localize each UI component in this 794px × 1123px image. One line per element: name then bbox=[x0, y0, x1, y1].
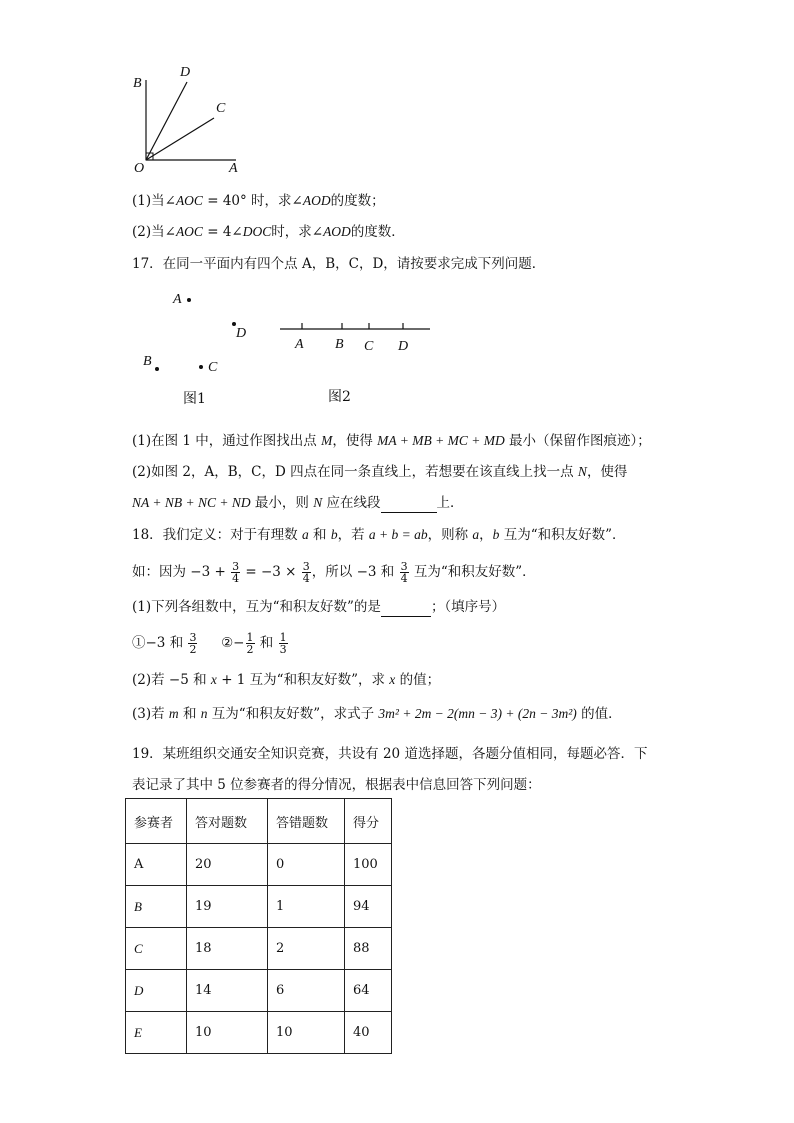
fig1-point-C bbox=[199, 365, 203, 369]
table-row bbox=[126, 970, 392, 1012]
table-cell: B bbox=[126, 886, 187, 928]
table-cell: A bbox=[126, 844, 187, 886]
fig1-point-A bbox=[187, 298, 191, 302]
answer-blank-segment[interactable] bbox=[381, 498, 437, 513]
fig2-line-svg bbox=[278, 320, 433, 334]
label-D: D bbox=[180, 65, 191, 80]
table-cell: 64 bbox=[345, 970, 392, 1012]
table-row bbox=[126, 844, 392, 886]
q19-stem-line1: 19．某班组织交通安全知识竞赛，共设有 20 道选择题，各题分值相同，每题必答．下 bbox=[132, 746, 648, 762]
fig1-label-D: D bbox=[236, 326, 247, 341]
table-row bbox=[126, 1012, 392, 1054]
table-cell: E bbox=[126, 1012, 187, 1054]
q16-part2: (2)当∠AOC = 4∠DOC时，求∠AOD的度数． bbox=[132, 224, 405, 240]
fraction: $\frac{3}{4}$ bbox=[302, 560, 310, 585]
fraction: $\frac{3}{4}$ bbox=[232, 560, 240, 585]
fig2-caption: 图2 bbox=[328, 389, 351, 405]
q17-part1: (1)在图 1 中，通过作图找出点 M，使得 MA + MB + MC + MD 最小（保留作图痕迹）； bbox=[132, 433, 651, 449]
table-row bbox=[126, 886, 392, 928]
fig1-label-B: B bbox=[143, 354, 152, 369]
q18-example: 如：因为 −3 + $\frac{3}{4}$ = −3 × $\frac{3}{4}$ ，所以 −3 和 $\frac{3}{4}$ 互为“和积友好数”． bbox=[132, 560, 536, 585]
q17-stem: 17．在同一平面内有四个点 A，B，C，D，请按要求完成下列问题． bbox=[132, 256, 546, 272]
table-row bbox=[126, 928, 392, 970]
fig1-label-A: A bbox=[173, 292, 182, 307]
table-cell: 18 bbox=[187, 928, 268, 970]
fraction: $\frac{1}{3}$ bbox=[279, 631, 287, 656]
table-cell: 6 bbox=[268, 970, 345, 1012]
table-cell: C bbox=[126, 928, 187, 970]
fraction: $\frac{3}{2}$ bbox=[189, 631, 197, 656]
table-cell: 1 bbox=[268, 886, 345, 928]
table-cell: 40 bbox=[345, 1012, 392, 1054]
table-header: 参赛者 bbox=[126, 799, 187, 844]
table-cell: 2 bbox=[268, 928, 345, 970]
score-table bbox=[125, 798, 392, 1054]
fig1-point-B bbox=[155, 367, 159, 371]
q18-part2: (2)若 −5 和 x + 1 互为“和积友好数”，求 x 的值； bbox=[132, 672, 441, 688]
fig2-label-C: C bbox=[364, 339, 374, 354]
table-cell: 94 bbox=[345, 886, 392, 928]
fig2-label-A: A bbox=[295, 337, 304, 352]
fig1-caption: 图1 bbox=[183, 391, 206, 407]
answer-blank-options[interactable] bbox=[381, 602, 431, 617]
q16-part1: (1)当∠AOC = 40° 时，求∠AOD的度数； bbox=[132, 193, 385, 209]
fraction: $\frac{1}{2}$ bbox=[246, 631, 254, 656]
q17-part2-line2: NA + NB + NC + ND 最小，则 N 应在线段 上． bbox=[132, 495, 464, 511]
table-cell: 14 bbox=[187, 970, 268, 1012]
table-cell: 0 bbox=[268, 844, 345, 886]
fig2-label-D: D bbox=[398, 339, 409, 354]
table-header: 答错题数 bbox=[268, 799, 345, 844]
table-cell: 88 bbox=[345, 928, 392, 970]
table-cell: D bbox=[126, 970, 187, 1012]
table-cell: 100 bbox=[345, 844, 392, 886]
label-B: B bbox=[133, 76, 142, 91]
table-cell: 10 bbox=[268, 1012, 345, 1054]
table-cell: 20 bbox=[187, 844, 268, 886]
table-header: 答对题数 bbox=[187, 799, 268, 844]
q17-part2-line1: (2)如图 2，A，B，C，D 四点在同一条直线上，若想要在该直线上找一点 N，使得 bbox=[132, 464, 628, 480]
label-O: O bbox=[134, 161, 145, 176]
table-cell: 19 bbox=[187, 886, 268, 928]
label-C: C bbox=[216, 101, 226, 116]
table-header-row bbox=[126, 799, 392, 844]
q18-stem: 18．我们定义：对于有理数 a 和 b，若 a + b = ab，则称 a，b 互为“和积友好数”． bbox=[132, 527, 626, 543]
q18-options: ①−3 和 $\frac{3}{2}$ ②− $\frac{1}{2}$ 和 $\frac{1}{3}$ bbox=[132, 631, 287, 656]
q18-part3: (3)若 m 和 n 互为“和积友好数”，求式子 3m² + 2m − 2(mn − 3) + (2n − 3m²) 的值． bbox=[132, 706, 622, 722]
table-cell: 10 bbox=[187, 1012, 268, 1054]
fig1-label-C: C bbox=[208, 360, 218, 375]
fig2-label-B: B bbox=[335, 337, 344, 352]
label-A: A bbox=[229, 161, 238, 176]
table-header: 得分 bbox=[345, 799, 392, 844]
q18-part1: (1)下列各组数中，互为“和积友好数”的是 ；（填序号） bbox=[132, 599, 506, 615]
q19-stem-line2: 表记录了其中 5 位参赛者的得分情况，根据表中信息回答下列问题： bbox=[132, 777, 541, 793]
fraction: $\frac{3}{4}$ bbox=[400, 560, 408, 585]
